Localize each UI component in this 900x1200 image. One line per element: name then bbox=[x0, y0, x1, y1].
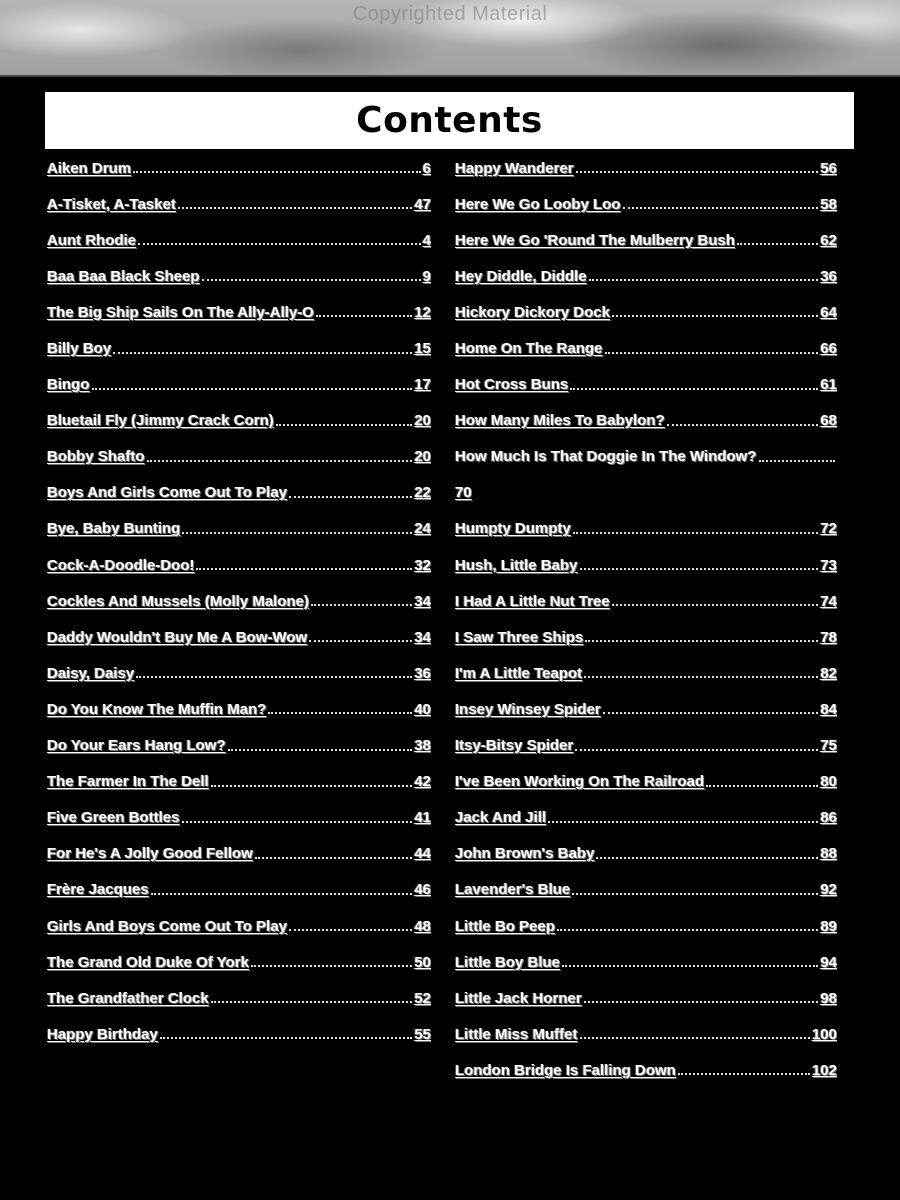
entry-title: Here We Go Looby Loo bbox=[455, 195, 621, 213]
contents-entry[interactable] bbox=[47, 872, 431, 908]
contents-entry[interactable] bbox=[47, 728, 431, 764]
entry-page-number: 6 bbox=[422, 159, 431, 177]
entry-page-number: 58 bbox=[820, 195, 837, 213]
contents-entry[interactable] bbox=[455, 655, 837, 691]
entry-page-number: 52 bbox=[414, 989, 431, 1007]
dot-leader bbox=[196, 568, 412, 570]
contents-entry[interactable] bbox=[455, 258, 837, 294]
dot-leader bbox=[584, 1001, 819, 1003]
entry-title: Here We Go 'Round The Mulberry Bush bbox=[455, 231, 735, 249]
dot-leader bbox=[182, 532, 412, 534]
contents-entry[interactable] bbox=[455, 619, 837, 655]
entry-page-number: 41 bbox=[414, 809, 431, 827]
entry-title: Little Boy Blue bbox=[455, 953, 561, 971]
contents-entry[interactable] bbox=[47, 258, 431, 294]
entry-page-number: 100 bbox=[811, 1025, 837, 1043]
entry-page-number: 46 bbox=[414, 881, 431, 899]
contents-entry[interactable] bbox=[47, 294, 431, 330]
entry-title: Happy Wanderer bbox=[455, 159, 574, 177]
entry-title: Aunt Rhodie bbox=[47, 231, 137, 249]
dot-leader bbox=[289, 496, 412, 498]
entry-title: Little Jack Horner bbox=[455, 989, 582, 1007]
contents-entry[interactable] bbox=[455, 1016, 837, 1052]
entry-title: I Saw Three Ships bbox=[455, 628, 584, 646]
entry-page-number: 88 bbox=[820, 845, 837, 863]
entry-page-number: 17 bbox=[414, 376, 431, 394]
entry-title: The Grand Old Duke Of York bbox=[47, 953, 249, 971]
dot-leader bbox=[678, 1073, 810, 1075]
page-title: Contents bbox=[356, 100, 543, 141]
dot-leader bbox=[138, 243, 421, 245]
dot-leader bbox=[548, 821, 818, 823]
entry-page-number: 34 bbox=[414, 592, 431, 610]
entry-title: Billy Boy bbox=[47, 340, 112, 358]
dot-leader bbox=[576, 171, 819, 173]
contents-entry[interactable] bbox=[455, 836, 837, 872]
header-banner bbox=[0, 0, 900, 77]
entry-title: Itsy-Bitsy Spider bbox=[455, 737, 574, 755]
entry-page-number: 82 bbox=[820, 664, 837, 682]
entry-title: John Brown's Baby bbox=[455, 845, 595, 863]
dot-leader bbox=[147, 460, 413, 462]
dot-leader bbox=[580, 1037, 810, 1039]
entry-page-number: 24 bbox=[414, 520, 431, 538]
entry-page-number: 84 bbox=[820, 700, 837, 718]
dot-leader bbox=[202, 279, 421, 281]
contents-entry[interactable] bbox=[47, 944, 431, 980]
entry-title: Bobby Shafto bbox=[47, 448, 145, 466]
entry-page-number: 73 bbox=[820, 556, 837, 574]
contents-entry[interactable] bbox=[455, 583, 837, 619]
contents-entry[interactable] bbox=[47, 403, 431, 439]
dot-leader bbox=[316, 315, 412, 317]
entry-title: Bluetail Fly (Jimmy Crack Corn) bbox=[47, 412, 274, 430]
entry-title: Boys And Girls Come Out To Play bbox=[47, 484, 288, 502]
contents-entry[interactable] bbox=[455, 330, 837, 366]
entry-title: Hush, Little Baby bbox=[455, 556, 578, 574]
contents-entry[interactable] bbox=[455, 222, 837, 258]
entry-title: Frère Jacques bbox=[47, 881, 149, 899]
entry-title: How Many Miles To Babylon? bbox=[455, 412, 665, 430]
entry-page-number: 75 bbox=[820, 737, 837, 755]
contents-column-left bbox=[47, 150, 431, 1052]
entry-page-number: 47 bbox=[414, 195, 431, 213]
dot-leader bbox=[557, 929, 818, 931]
entry-title: For He's A Jolly Good Fellow bbox=[47, 845, 253, 863]
dot-leader bbox=[612, 315, 818, 317]
dot-leader bbox=[737, 243, 818, 245]
entry-title: Baa Baa Black Sheep bbox=[47, 267, 200, 285]
dot-leader bbox=[276, 424, 413, 426]
entry-title: Home On The Range bbox=[455, 340, 603, 358]
entry-title: Humpty Dumpty bbox=[455, 520, 571, 538]
contents-entry[interactable] bbox=[455, 403, 837, 439]
dot-leader bbox=[92, 388, 413, 390]
entry-page-number: 80 bbox=[820, 773, 837, 791]
entry-title: I'm A Little Teapot bbox=[455, 664, 583, 682]
entry-page-number: 55 bbox=[414, 1025, 431, 1043]
entry-page-number: 36 bbox=[414, 664, 431, 682]
contents-entry[interactable] bbox=[455, 908, 837, 944]
entry-page-number: 36 bbox=[820, 267, 837, 285]
contents-entry[interactable] bbox=[47, 908, 431, 944]
entry-page-number: 40 bbox=[414, 700, 431, 718]
entry-page-number: 34 bbox=[414, 628, 431, 646]
dot-leader bbox=[575, 749, 818, 751]
dot-leader bbox=[580, 568, 819, 570]
entry-page-number: 92 bbox=[820, 881, 837, 899]
contents-entry[interactable] bbox=[455, 475, 837, 511]
entry-page-number: 38 bbox=[414, 737, 431, 755]
entry-page-number: 61 bbox=[820, 376, 837, 394]
entry-title: Bye, Baby Bunting bbox=[47, 520, 181, 538]
dot-leader bbox=[133, 171, 420, 173]
dot-leader bbox=[585, 640, 818, 642]
dot-leader bbox=[573, 532, 818, 534]
contents-entry[interactable] bbox=[47, 583, 431, 619]
dot-leader bbox=[182, 821, 413, 823]
entry-title: Bingo bbox=[47, 376, 90, 394]
entry-page-number: 78 bbox=[820, 628, 837, 646]
entry-title: Daddy Wouldn't Buy Me A Bow-Wow bbox=[47, 628, 308, 646]
entry-title: I've Been Working On The Railroad bbox=[455, 773, 705, 791]
entry-title: Aiken Drum bbox=[47, 159, 132, 177]
entry-page-number: 102 bbox=[811, 1061, 837, 1079]
entry-page-number: 44 bbox=[414, 845, 431, 863]
contents-entry[interactable] bbox=[455, 872, 837, 908]
dot-leader bbox=[667, 424, 819, 426]
dot-leader bbox=[309, 640, 412, 642]
contents-entry[interactable] bbox=[47, 222, 431, 258]
entry-title: Hot Cross Buns bbox=[455, 376, 569, 394]
entry-page-number: 66 bbox=[820, 340, 837, 358]
entry-title: The Big Ship Sails On The Ally-Ally-O bbox=[47, 303, 314, 321]
contents-entry[interactable] bbox=[47, 655, 431, 691]
contents-entry[interactable] bbox=[47, 511, 431, 547]
dot-leader bbox=[605, 352, 819, 354]
entry-page-number: 15 bbox=[414, 340, 431, 358]
dot-leader bbox=[255, 857, 413, 859]
copyright-watermark: Copyrighted Material bbox=[352, 3, 548, 25]
entry-title: Cock-A-Doodle-Doo! bbox=[47, 556, 195, 574]
entry-title: The Farmer In The Dell bbox=[47, 773, 209, 791]
entry-title: London Bridge Is Falling Down bbox=[455, 1061, 676, 1079]
dot-leader bbox=[268, 712, 412, 714]
contents-entry[interactable] bbox=[47, 691, 431, 727]
contents-entry[interactable] bbox=[455, 764, 837, 800]
contents-entry[interactable] bbox=[455, 547, 837, 583]
entry-title: Insey Winsey Spider bbox=[455, 700, 601, 718]
contents-entry[interactable] bbox=[455, 186, 837, 222]
contents-entry[interactable] bbox=[455, 439, 837, 475]
dot-leader bbox=[311, 604, 412, 606]
entry-page-number: 42 bbox=[414, 773, 431, 791]
entry-page-number: 86 bbox=[820, 809, 837, 827]
contents-entry[interactable] bbox=[455, 800, 837, 836]
entry-page-number: 48 bbox=[414, 917, 431, 935]
dot-leader bbox=[623, 207, 819, 209]
entry-title: Girls And Boys Come Out To Play bbox=[47, 917, 288, 935]
entry-page-number: 64 bbox=[820, 303, 837, 321]
entry-title: Do You Know The Muffin Man? bbox=[47, 700, 267, 718]
entry-page-number: 50 bbox=[414, 953, 431, 971]
dot-leader bbox=[612, 604, 819, 606]
dot-leader bbox=[584, 676, 818, 678]
contents-entry[interactable] bbox=[455, 511, 837, 547]
contents-entry[interactable] bbox=[47, 475, 431, 511]
contents-entry[interactable] bbox=[455, 980, 837, 1016]
contents-entry[interactable] bbox=[47, 836, 431, 872]
entry-page-number: 74 bbox=[820, 592, 837, 610]
dot-leader bbox=[228, 749, 413, 751]
entry-title: Cockles And Mussels (Molly Malone) bbox=[47, 592, 309, 610]
entry-page-number: 20 bbox=[414, 412, 431, 430]
entry-page-number: 94 bbox=[820, 953, 837, 971]
entry-title: Happy Birthday bbox=[47, 1025, 158, 1043]
dot-leader bbox=[251, 965, 412, 967]
dot-leader bbox=[570, 388, 818, 390]
dot-leader bbox=[589, 279, 819, 281]
contents-entry[interactable] bbox=[47, 367, 431, 403]
dot-leader bbox=[603, 712, 819, 714]
contents-entry[interactable] bbox=[47, 980, 431, 1016]
entry-page-number: 32 bbox=[414, 556, 431, 574]
entry-title: Lavender's Blue bbox=[455, 881, 571, 899]
entry-title: The Grandfather Clock bbox=[47, 989, 209, 1007]
entry-title: 70 bbox=[455, 484, 472, 502]
entry-title: Five Green Bottles bbox=[47, 809, 180, 827]
contents-entry[interactable] bbox=[47, 800, 431, 836]
contents-entry[interactable] bbox=[455, 150, 837, 186]
contents-entry[interactable] bbox=[47, 186, 431, 222]
entry-title: Do Your Ears Hang Low? bbox=[47, 737, 226, 755]
entry-page-number: 89 bbox=[820, 917, 837, 935]
entry-page-number: 12 bbox=[414, 303, 431, 321]
contents-entry[interactable] bbox=[47, 439, 431, 475]
dot-leader bbox=[211, 1001, 413, 1003]
entry-title: Hey Diddle, Diddle bbox=[455, 267, 587, 285]
entry-page-number: 56 bbox=[820, 159, 837, 177]
entry-page-number: 4 bbox=[422, 231, 431, 249]
contents-entry[interactable] bbox=[47, 764, 431, 800]
dot-leader bbox=[596, 857, 818, 859]
dot-leader bbox=[706, 785, 818, 787]
dot-leader bbox=[136, 676, 412, 678]
entry-page-number: 98 bbox=[820, 989, 837, 1007]
entry-page-number: 72 bbox=[820, 520, 837, 538]
contents-entry[interactable] bbox=[47, 619, 431, 655]
entry-title: Little Bo Peep bbox=[455, 917, 556, 935]
entry-title: Hickory Dickory Dock bbox=[455, 303, 611, 321]
contents-entry[interactable] bbox=[47, 150, 431, 186]
contents-column-right bbox=[455, 150, 837, 1088]
entry-title: Jack And Jill bbox=[455, 809, 547, 827]
entry-page-number: 22 bbox=[414, 484, 431, 502]
entry-page-number: 68 bbox=[820, 412, 837, 430]
contents-entry[interactable] bbox=[47, 330, 431, 366]
contents-entry[interactable] bbox=[455, 728, 837, 764]
dot-leader bbox=[572, 893, 818, 895]
entry-page-number: 62 bbox=[820, 231, 837, 249]
contents-entry[interactable] bbox=[455, 294, 837, 330]
contents-entry[interactable] bbox=[455, 367, 837, 403]
entry-page-number: 9 bbox=[422, 267, 431, 285]
dot-leader bbox=[113, 352, 412, 354]
dot-leader bbox=[151, 893, 413, 895]
contents-entry[interactable] bbox=[47, 1016, 431, 1052]
entry-page-number: 20 bbox=[414, 448, 431, 466]
dot-leader bbox=[211, 785, 413, 787]
dot-leader bbox=[759, 460, 835, 462]
dot-leader bbox=[178, 207, 412, 209]
entry-title: Little Miss Muffet bbox=[455, 1025, 578, 1043]
contents-entry[interactable] bbox=[455, 1052, 837, 1088]
dot-leader bbox=[289, 929, 412, 931]
entry-title: How Much Is That Doggie In The Window? bbox=[455, 448, 757, 466]
dot-leader bbox=[160, 1037, 412, 1039]
contents-title-bar bbox=[45, 92, 854, 149]
contents-entry[interactable] bbox=[455, 944, 837, 980]
dot-leader bbox=[562, 965, 818, 967]
entry-title: I Had A Little Nut Tree bbox=[455, 592, 610, 610]
contents-entry[interactable] bbox=[455, 691, 837, 727]
contents-entry[interactable] bbox=[47, 547, 431, 583]
entry-title: Daisy, Daisy bbox=[47, 664, 135, 682]
entry-title: A-Tisket, A-Tasket bbox=[47, 195, 176, 213]
